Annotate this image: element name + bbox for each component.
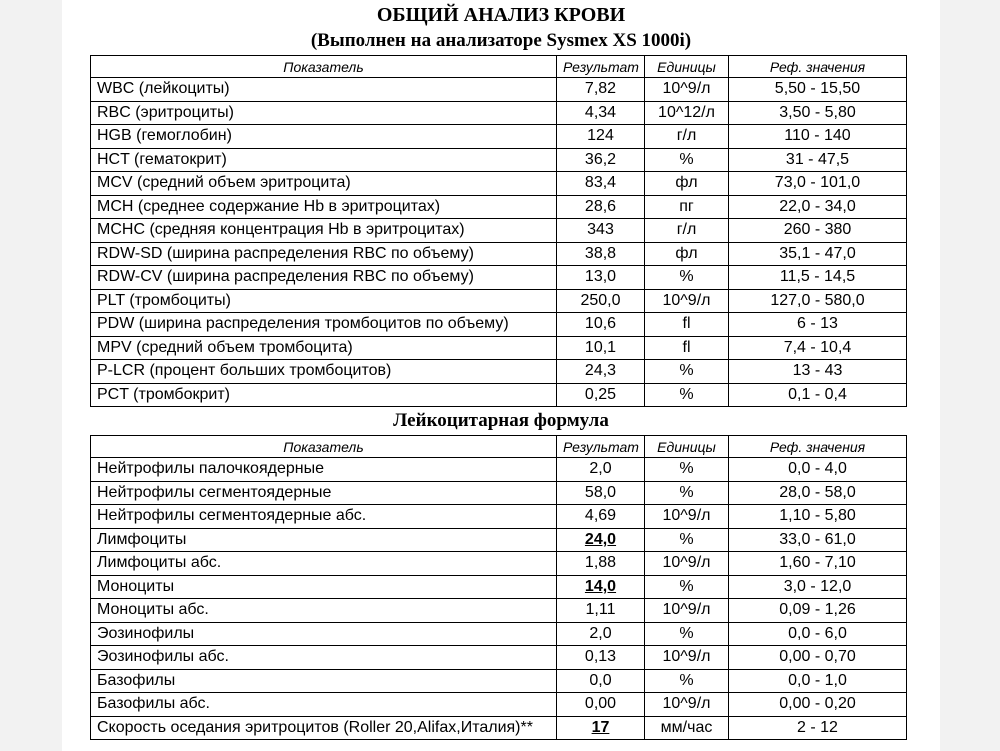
result-value [557,219,645,243]
reference-range-text: 260 - 380 [783,221,852,239]
section-title-leukocyte-formula: Лейкоцитарная формула [393,410,609,431]
parameter-name-text: RBC (эритроциты) [97,103,234,121]
table-row [91,336,907,360]
parameter-name [91,528,557,552]
result-value-text: 28,6 [584,197,617,215]
reference-range [729,505,907,529]
reference-range [729,383,907,407]
document-page [62,0,940,751]
blood-count-table [90,55,907,407]
unit-value-text: пг [679,197,694,215]
reference-range [729,242,907,266]
unit-value-text: 10^9/л [662,80,711,98]
reference-range-text: 1,60 - 7,10 [779,554,856,572]
reference-range-text: 6 - 13 [797,315,838,333]
parameter-name-text: MCV (средний объем эритроцита) [97,174,351,192]
result-value-text: 250,0 [580,291,621,309]
header-result: Результат [557,56,645,78]
table-row [91,552,907,576]
result-value [557,78,645,102]
result-value-text: 124 [587,127,614,145]
unit-value-text: % [679,460,694,478]
reference-range [729,148,907,172]
unit-value-text: % [679,577,694,595]
table-row [91,195,907,219]
result-value-text: 13,0 [584,268,617,286]
result-value [557,148,645,172]
parameter-name-text: RDW-SD (ширина распределения RBC по объему) [97,244,474,262]
result-value [557,195,645,219]
table-row [91,481,907,505]
parameter-name [91,505,557,529]
parameter-name [91,693,557,717]
reference-range-text: 3,50 - 5,80 [779,103,856,121]
parameter-name [91,552,557,576]
unit-value-text: 10^9/л [662,291,711,309]
table-row [91,383,907,407]
unit-value [645,528,729,552]
result-value-text: 4,69 [584,507,617,525]
parameter-name-text: Базофилы [97,671,176,689]
parameter-name-text: WBC (лейкоциты) [97,80,230,98]
result-value-text: 7,82 [584,80,617,98]
result-value [557,242,645,266]
reference-range [729,313,907,337]
result-value [557,646,645,670]
parameter-name [91,622,557,646]
unit-value [645,289,729,313]
parameter-name [91,336,557,360]
result-value-text: 36,2 [584,150,617,168]
header-units: Единицы [645,436,729,458]
parameter-name-text: RDW-CV (ширина распределения RBC по объему) [97,268,474,286]
reference-range-text: 0,0 - 6,0 [788,624,847,642]
reference-range [729,646,907,670]
parameter-name-text: Нейтрофилы сегментоядерные [97,483,332,501]
unit-value [645,669,729,693]
result-value-text: 4,34 [584,103,617,121]
parameter-name-text: Эозинофилы [97,624,195,642]
reference-range-text: 3,0 - 12,0 [783,577,852,595]
reference-range-text: 13 - 43 [792,362,843,380]
reference-range [729,693,907,717]
header-reference: Реф. значения [729,56,907,78]
unit-value [645,458,729,482]
parameter-name [91,646,557,670]
parameter-name-text: Эозинофилы абс. [97,648,229,666]
header-reference: Реф. значения [729,436,907,458]
result-value-text: 14,0 [584,577,617,595]
parameter-name [91,219,557,243]
parameter-name-text: Скорость оседания эритроцитов (Roller 20,Alifax,Италия)** [97,718,533,736]
unit-value-text: % [679,268,694,286]
result-value [557,125,645,149]
reference-range-text: 11,5 - 14,5 [779,268,856,286]
reference-range-text: 31 - 47,5 [785,150,850,168]
table-header-row [91,56,907,78]
report-subtitle: (Выполнен на анализаторе Sysmex XS 1000i) [310,30,692,51]
result-value [557,336,645,360]
result-value [557,360,645,384]
table-row [91,266,907,290]
table-row [91,599,907,623]
table-row [91,313,907,337]
unit-value [645,481,729,505]
unit-value-text: % [679,150,694,168]
reference-range [729,716,907,740]
reference-range [729,125,907,149]
reference-range [729,336,907,360]
reference-range-text: 0,00 - 0,20 [779,695,856,713]
result-value-text: 0,00 [584,695,617,713]
result-value-text: 10,1 [584,338,617,356]
parameter-name [91,195,557,219]
result-value [557,101,645,125]
reference-range [729,172,907,196]
unit-value-text: 10^9/л [662,554,711,572]
parameter-name [91,599,557,623]
parameter-name-text: PLT (тромбоциты) [97,291,231,309]
table-row [91,646,907,670]
result-value [557,599,645,623]
reference-range-text: 1,10 - 5,80 [779,507,856,525]
reference-range-text: 0,0 - 1,0 [788,671,847,689]
result-value [557,383,645,407]
reference-range-text: 35,1 - 47,0 [779,244,856,262]
result-value [557,669,645,693]
table-row [91,125,907,149]
unit-value-text: % [679,671,694,689]
reference-range [729,481,907,505]
unit-value [645,172,729,196]
result-value-text: 58,0 [584,483,617,501]
unit-value-text: % [679,483,694,501]
parameter-name [91,78,557,102]
parameter-name [91,125,557,149]
result-value-text: 83,4 [584,174,617,192]
reference-range [729,78,907,102]
reference-range [729,360,907,384]
reference-range [729,266,907,290]
header-units: Единицы [645,56,729,78]
unit-value-text: 10^9/л [662,648,711,666]
unit-value [645,148,729,172]
parameter-name [91,716,557,740]
table-header-row [91,436,907,458]
unit-value-text: 10^12/л [658,103,715,121]
unit-value [645,383,729,407]
result-value [557,528,645,552]
unit-value [645,360,729,384]
parameter-name-text: HGB (гемоглобин) [97,127,232,145]
result-value-text: 0,25 [584,385,617,403]
reference-range [729,528,907,552]
parameter-name-text: P-LCR (процент больших тромбоцитов) [97,362,392,380]
unit-value [645,313,729,337]
result-value-text: 17 [591,718,610,736]
table-row [91,360,907,384]
table-row [91,219,907,243]
parameter-name-text: Моноциты [97,577,175,595]
unit-value [645,78,729,102]
result-value-text: 10,6 [584,315,617,333]
result-value-text: 1,88 [584,554,617,572]
unit-value-text: % [679,362,694,380]
reference-range [729,195,907,219]
unit-value-text: 10^9/л [662,601,711,619]
reference-range [729,219,907,243]
parameter-name-text: Нейтрофилы палочкоядерные [97,460,324,478]
unit-value-text: % [679,624,694,642]
table-row [91,622,907,646]
reference-range [729,101,907,125]
parameter-name [91,360,557,384]
result-value-text: 2,0 [589,460,612,478]
reference-range [729,458,907,482]
table-row [91,148,907,172]
header-parameter: Показатель [91,436,557,458]
parameter-name-text: PDW (ширина распределения тромбоцитов по объему) [97,315,509,333]
parameter-name-text: Лимфоциты абс. [97,554,222,572]
reference-range-text: 110 - 140 [784,127,851,145]
reference-range-text: 7,4 - 10,4 [783,338,852,356]
parameter-name-text: MCH (среднее содержание Hb в эритроцитах) [97,197,441,215]
table-row [91,242,907,266]
unit-value [645,716,729,740]
result-value [557,289,645,313]
parameter-name [91,481,557,505]
unit-value-text: 10^9/л [662,507,711,525]
result-value [557,693,645,717]
unit-value-text: мм/час [660,718,713,736]
reference-range-text: 0,0 - 4,0 [788,460,847,478]
report-title: ОБЩИЙ АНАЛИЗ КРОВИ [376,4,626,26]
parameter-name [91,458,557,482]
reference-range-text: 28,0 - 58,0 [779,483,856,501]
parameter-name-text: MPV (средний объем тромбоцита) [97,338,353,356]
parameter-name [91,669,557,693]
result-value-text: 2,0 [589,624,612,642]
unit-value [645,599,729,623]
result-value-text: 24,0 [584,530,617,548]
table-row [91,172,907,196]
result-value [557,716,645,740]
reference-range-text: 22,0 - 34,0 [779,197,856,215]
table-row [91,458,907,482]
result-value-text: 38,8 [584,244,617,262]
result-value [557,505,645,529]
reference-range-text: 0,09 - 1,26 [779,601,856,619]
result-value [557,172,645,196]
table-row [91,716,907,740]
table-row [91,101,907,125]
unit-value-text: % [679,530,694,548]
result-value [557,552,645,576]
table-row [91,505,907,529]
parameter-name-text: HCT (гематокрит) [97,150,227,168]
parameter-name-text: Базофилы абс. [97,695,210,713]
parameter-name-text: PCT (тромбокрит) [97,385,230,403]
reference-range [729,622,907,646]
parameter-name [91,575,557,599]
result-value [557,313,645,337]
parameter-name [91,172,557,196]
unit-value [645,242,729,266]
unit-value-text: fl [682,338,691,356]
result-value [557,481,645,505]
unit-value [645,622,729,646]
unit-value-text: г/л [676,221,697,239]
reference-range [729,289,907,313]
unit-value-text: г/л [676,127,697,145]
reference-range-text: 2 - 12 [797,718,838,736]
parameter-name-text: MCHC (средняя концентрация Hb в эритроцитах) [97,221,465,239]
unit-value [645,552,729,576]
parameter-name-text: Лимфоциты [97,530,187,548]
table-row [91,78,907,102]
unit-value [645,575,729,599]
header-parameter: Показатель [91,56,557,78]
reference-range-text: 33,0 - 61,0 [779,530,856,548]
parameter-name [91,383,557,407]
unit-value [645,693,729,717]
parameter-name [91,242,557,266]
parameter-name-text: Моноциты абс. [97,601,209,619]
unit-value-text: % [679,385,694,403]
result-value-text: 343 [587,221,614,239]
result-value [557,622,645,646]
reference-range-text: 0,1 - 0,4 [788,385,847,403]
unit-value [645,101,729,125]
table-row [91,289,907,313]
unit-value [645,125,729,149]
table-row [91,528,907,552]
unit-value [645,646,729,670]
unit-value-text: fl [682,315,691,333]
unit-value [645,195,729,219]
parameter-name [91,266,557,290]
result-value-text: 0,13 [584,648,617,666]
table-row [91,693,907,717]
header-result: Результат [557,436,645,458]
unit-value [645,505,729,529]
unit-value-text: фл [675,174,698,192]
parameter-name [91,289,557,313]
unit-value [645,219,729,243]
unit-value [645,266,729,290]
parameter-name [91,148,557,172]
reference-range-text: 5,50 - 15,50 [774,80,861,98]
table-row [91,575,907,599]
parameter-name [91,313,557,337]
unit-value [645,336,729,360]
result-value-text: 1,11 [585,601,616,619]
result-value [557,458,645,482]
reference-range-text: 0,00 - 0,70 [779,648,856,666]
result-value [557,575,645,599]
reference-range [729,599,907,623]
unit-value-text: фл [675,244,698,262]
reference-range [729,552,907,576]
result-value [557,266,645,290]
reference-range-text: 73,0 - 101,0 [774,174,861,192]
parameter-name [91,101,557,125]
leukocyte-formula-table [90,435,907,740]
table-row [91,669,907,693]
result-value-text: 0,0 [589,671,612,689]
unit-value-text: 10^9/л [662,695,711,713]
reference-range [729,669,907,693]
reference-range [729,575,907,599]
parameter-name-text: Нейтрофилы сегментоядерные абс. [97,507,367,525]
reference-range-text: 127,0 - 580,0 [770,291,865,309]
result-value-text: 24,3 [584,362,617,380]
